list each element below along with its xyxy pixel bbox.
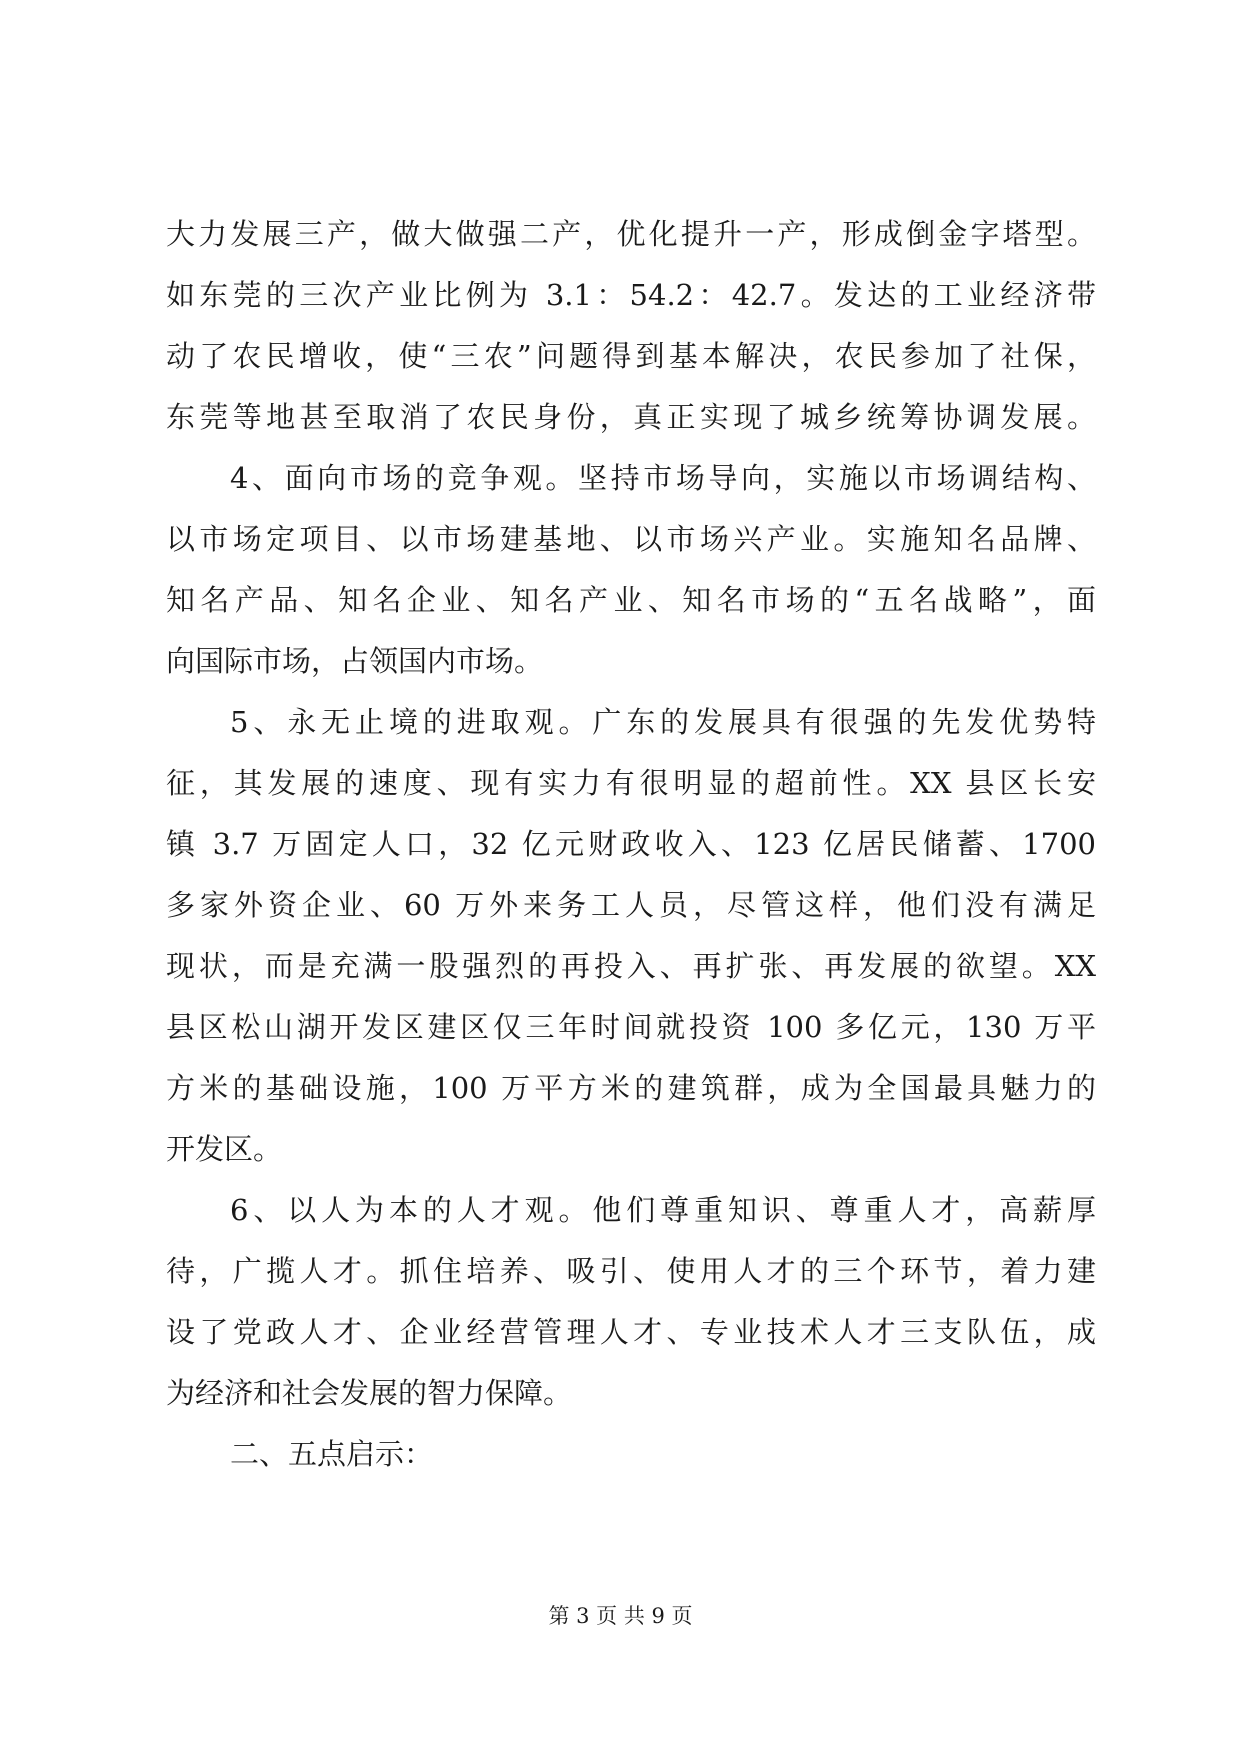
text-line: 向国际市场，占领国内市场。 [166, 644, 544, 678]
item-6-heading-line: 6、以人为本的人才观。他们尊重知识、尊重人才，高薪厚 [230, 1193, 1096, 1227]
body-text [166, 204, 1096, 1485]
text-line: 以市场定项目、以市场建基地、以市场兴产业。实施知名品牌、 [166, 522, 1096, 556]
item-4-heading-line: 4、面向市场的竞争观。坚持市场导向，实施以市场调结构、 [230, 461, 1096, 495]
text-line: 设了党政人才、企业经营管理人才、专业技术人才三支队伍，成 [166, 1315, 1096, 1349]
text-line: 多家外资企业、60 万外来务工人员，尽管这样，他们没有满足 [166, 888, 1096, 922]
page-footer: 第 3 页 共 9 页 [548, 1604, 693, 1628]
text-line: 方米的基础设施，100 万平方米的建筑群，成为全国最具魅力的 [166, 1071, 1096, 1105]
text-line: 现状，而是充满一股强烈的再投入、再扩张、再发展的欲望。XX [166, 949, 1096, 983]
text-line: 东莞等地甚至取消了农民身份，真正实现了城乡统筹协调发展。 [166, 400, 1096, 434]
text-line: 如东莞的三次产业比例为 3.1：54.2：42.7。发达的工业经济带 [166, 278, 1096, 312]
text-line: 待，广揽人才。抓住培养、吸引、使用人才的三个环节，着力建 [166, 1254, 1096, 1288]
text-line: 知名产品、知名企业、知名产业、知名市场的“五名战略”，面 [166, 583, 1096, 617]
text-line: 镇 3.7 万固定人口，32 亿元财政收入、123 亿居民储蓄、1700 [166, 827, 1096, 861]
text-line: 大力发展三产，做大做强二产，优化提升一产，形成倒金字塔型。 [166, 217, 1096, 251]
text-line: 为经济和社会发展的智力保障。 [166, 1376, 573, 1410]
text-line: 动了农民增收，使“三农”问题得到基本解决，农民参加了社保， [166, 339, 1096, 373]
text-line: 县区松山湖开发区建区仅三年时间就投资 100 多亿元，130 万平 [166, 1010, 1096, 1044]
item-5-heading-line: 5、永无止境的进取观。广东的发展具有很强的先发优势特 [230, 705, 1096, 739]
text-line: 征，其发展的速度、现有实力有很明显的超前性。XX 县区长安 [166, 766, 1096, 800]
section-heading: 二、五点启示： [230, 1437, 434, 1471]
text-line: 开发区。 [166, 1132, 283, 1166]
